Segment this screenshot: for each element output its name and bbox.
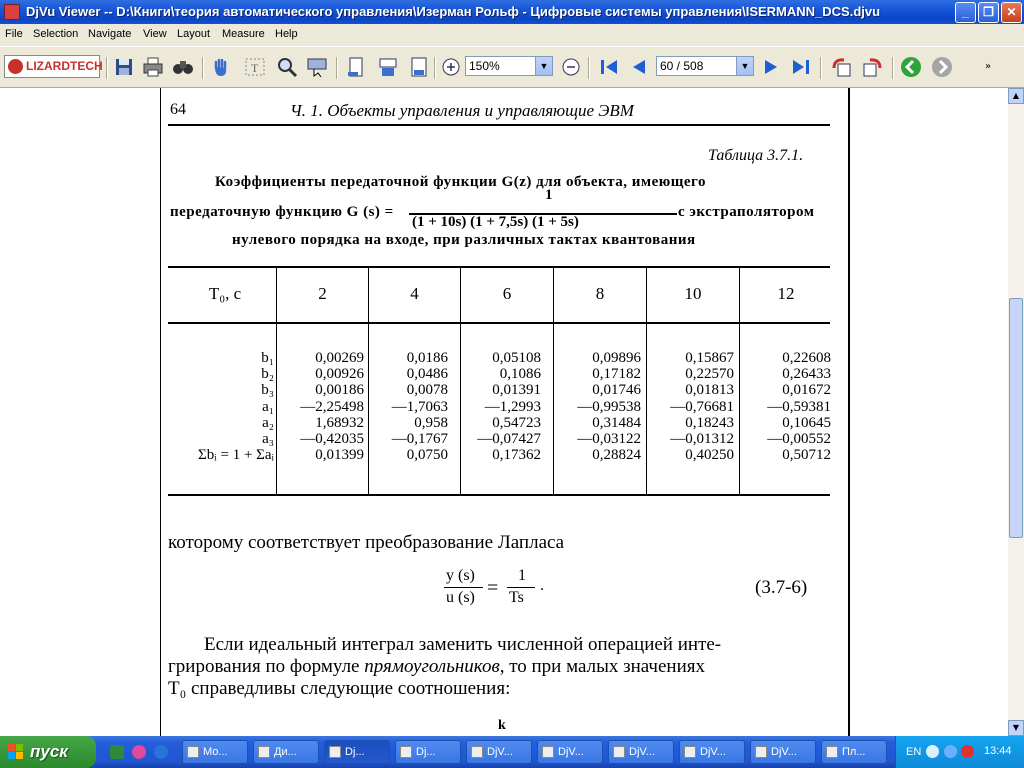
toolbar-separator <box>892 57 894 79</box>
window-title: DjVu Viewer -- D:\Книги\теория автоматического управления\Изерман Рольф - Цифровые системы управления\ISERMANN_DCS.djvu <box>26 4 881 19</box>
equation-lhs-denominator: u (s) <box>446 589 475 606</box>
table-cell: —0,1767 <box>391 431 448 447</box>
taskbar-button[interactable] <box>253 740 319 764</box>
transfer-function-numerator: 1 <box>545 187 553 203</box>
table-cell: —1,7063 <box>391 398 448 415</box>
title-bar[interactable] <box>0 0 1024 24</box>
scroll-thumb[interactable] <box>1009 298 1023 538</box>
equation-number: (3.7-6) <box>755 577 808 598</box>
table-cell: —0,76681 <box>670 398 734 415</box>
table-cell: —0,99538 <box>577 398 641 415</box>
taskbar-button[interactable] <box>537 740 603 764</box>
table-cell: —1,2993 <box>484 398 541 415</box>
equation-fraction-bar <box>507 587 535 588</box>
continuous-icon[interactable] <box>408 56 430 78</box>
task-app-icon <box>258 746 270 758</box>
zoom-in-icon[interactable] <box>440 56 462 78</box>
binoculars-icon[interactable] <box>172 56 194 78</box>
paragraph-line2-emphasis: прямоугольников <box>364 656 500 677</box>
task-app-icon <box>187 746 199 758</box>
rotate-left-icon[interactable] <box>830 56 852 78</box>
page-icon[interactable] <box>345 56 367 78</box>
chevron-down-icon[interactable]: ▼ <box>736 57 753 75</box>
text-select-icon[interactable] <box>244 56 266 78</box>
table-cell: 0,01746 <box>592 382 641 399</box>
task-app-icon <box>826 746 838 758</box>
table-cell: 0,40250 <box>685 447 734 464</box>
table-caption-line1: Коэффициенты передаточной функции G(z) для объекта, имеющего <box>215 174 706 190</box>
table-caption-line3: нулевого порядка на входе, при различных тактах квантования <box>232 232 696 248</box>
task-app-icon <box>684 746 696 758</box>
task-label: DjV... <box>487 746 513 758</box>
equation-rhs-denominator: Ts <box>509 589 524 606</box>
menu-view[interactable]: View <box>143 28 167 40</box>
equation-rhs-numerator: 1 <box>518 567 526 584</box>
menu-navigate[interactable]: Navigate <box>88 28 132 40</box>
table-header-rule <box>168 322 830 324</box>
taskbar-button[interactable] <box>608 740 674 764</box>
djvu-app-icon <box>4 4 20 20</box>
table-cell: 0,22570 <box>685 366 734 383</box>
save-icon[interactable] <box>113 56 135 78</box>
previous-page-icon[interactable] <box>628 56 650 78</box>
start-button[interactable] <box>0 736 96 768</box>
forward-icon[interactable] <box>931 56 953 78</box>
menu-bar <box>0 24 1024 44</box>
region-icon[interactable] <box>306 56 328 78</box>
task-app-icon <box>329 746 341 758</box>
logo-text: LIZARDTECH <box>26 59 103 73</box>
task-app-icon <box>613 746 625 758</box>
table-cell: 0,0078 <box>406 382 448 399</box>
clock[interactable]: 13:44 <box>984 745 1012 757</box>
start-label: пуск <box>30 742 68 761</box>
scroll-up-icon[interactable]: ▲ <box>1008 88 1024 104</box>
table-cell: 0,0186 <box>406 350 448 366</box>
quicklaunch-flower-icon[interactable] <box>132 745 146 759</box>
running-header: Ч. 1. Объекты управления и управляющие ЭВМ <box>290 101 634 120</box>
table-row-label: a₃ <box>262 431 274 447</box>
table-cell: 0,01399 <box>315 447 364 464</box>
table-cell: 0,1086 <box>499 366 541 383</box>
task-app-icon <box>400 746 412 758</box>
task-app-icon <box>755 746 767 758</box>
table-cell: 0,22608 <box>782 350 831 366</box>
page-value: 60 / 508 <box>660 59 704 73</box>
table-cell: —0,01312 <box>670 431 734 447</box>
next-page-icon[interactable] <box>760 56 782 78</box>
taskbar-button[interactable] <box>466 740 532 764</box>
table-col-header: 10 <box>684 284 702 303</box>
back-icon[interactable] <box>900 56 922 78</box>
menu-layout[interactable]: Layout <box>177 28 211 40</box>
table-cell: 0,0486 <box>406 366 448 383</box>
toolbar-separator <box>202 57 204 79</box>
menu-file[interactable]: File <box>5 28 23 40</box>
taskbar-button[interactable] <box>324 740 390 764</box>
table-cell: 0,09896 <box>592 350 641 366</box>
network-icon[interactable] <box>944 745 957 758</box>
table-cell: —2,25498 <box>300 398 364 415</box>
maximize-button[interactable]: ❐ <box>978 2 999 23</box>
table-cell: 0,10645 <box>782 414 831 431</box>
toolbar <box>0 46 1024 88</box>
table-bottom-rule <box>168 494 830 496</box>
table-cell: —0,07427 <box>477 431 541 447</box>
table-cell: 1,68932 <box>315 414 364 431</box>
toolbar-separator <box>588 57 590 79</box>
table-cell: —0,59381 <box>767 398 831 415</box>
table-cell: 0,26433 <box>782 366 831 383</box>
taskbar-button[interactable] <box>821 740 887 764</box>
table-cell: —0,03122 <box>577 431 641 447</box>
table-cell: 0,958 <box>414 414 448 431</box>
paragraph-line2-text: грирования по формуле <box>168 656 365 677</box>
table-cell: 0,00269 <box>315 350 364 366</box>
task-app-icon <box>471 746 483 758</box>
table-row-label: a₁ <box>262 398 274 415</box>
taskbar-button[interactable] <box>679 740 745 764</box>
zoom-out-icon[interactable] <box>560 56 582 78</box>
table-cell: 0,05108 <box>492 350 541 366</box>
task-app-icon <box>542 746 554 758</box>
table-row-label: b₂ <box>261 366 274 383</box>
paragraph-line2-text: , то при малых значениях <box>499 656 705 677</box>
minimize-button[interactable]: _ <box>955 2 976 23</box>
task-label: Dj... <box>345 746 365 758</box>
taskbar-button[interactable] <box>182 740 248 764</box>
table-cell: 0,50712 <box>782 447 831 464</box>
task-label: Пл... <box>842 746 866 758</box>
vertical-scrollbar[interactable] <box>1008 88 1024 736</box>
lizardtech-mark-icon <box>8 59 23 74</box>
quicklaunch-browser-icon[interactable] <box>154 745 168 759</box>
table-col-header: 8 <box>595 284 605 303</box>
lizardtech-logo[interactable] <box>4 55 103 78</box>
formula-fragment: k <box>498 718 506 733</box>
task-label: Dj... <box>416 746 436 758</box>
table-row-label: b₃ <box>261 382 274 399</box>
header-rule <box>168 124 830 126</box>
first-page-icon[interactable] <box>598 56 620 78</box>
table-cell: 0,00926 <box>315 366 364 383</box>
last-page-icon[interactable] <box>790 56 812 78</box>
paragraph-laplace: которому соответствует преобразование Лапласа <box>168 532 565 553</box>
task-label: DjV... <box>771 746 797 758</box>
facing-pages-icon[interactable] <box>377 56 399 78</box>
table-cell: 0,15867 <box>685 350 734 366</box>
table-cell: 0,54723 <box>492 414 541 431</box>
table-cell: —0,00552 <box>767 431 831 447</box>
page-border-left <box>160 88 161 736</box>
paragraph-line2 <box>168 656 705 678</box>
taskbar-button[interactable] <box>395 740 461 764</box>
print-icon[interactable] <box>142 56 164 78</box>
language-indicator[interactable]: EN <box>906 746 922 758</box>
table-col-header: 4 <box>410 284 419 303</box>
scroll-down-icon[interactable]: ▼ <box>1008 720 1024 736</box>
close-button[interactable]: ✕ <box>1001 2 1022 23</box>
quicklaunch-app-icon[interactable] <box>110 745 124 759</box>
table-top-rule <box>168 266 830 268</box>
antivirus-icon[interactable] <box>961 745 974 758</box>
table-cell: 0,01813 <box>685 382 734 399</box>
zoom-select[interactable] <box>465 56 553 76</box>
toolbar-separator <box>820 57 822 79</box>
page-select[interactable] <box>656 56 754 76</box>
taskbar-button[interactable] <box>750 740 816 764</box>
equation-lhs-numerator: y (s) <box>446 567 475 584</box>
zoom-value: 150% <box>469 59 500 73</box>
table-cell: 0,18243 <box>685 414 734 431</box>
table-col-header: 12 <box>777 284 795 303</box>
paragraph-line1: Если идеальный интеграл заменить численной операцией инте- <box>204 634 722 655</box>
table-cell: 0,00186 <box>315 382 364 399</box>
task-label: DjV... <box>700 746 726 758</box>
table-cell: 0,01391 <box>492 382 541 399</box>
table-row-label: b₁ <box>261 350 274 366</box>
table-cell: —0,42035 <box>300 431 364 447</box>
table-cell: 0,01672 <box>782 382 831 399</box>
table-col-header: 2 <box>318 284 327 303</box>
table-cell: 0,17362 <box>492 447 541 464</box>
table-caption-line2-left: передаточную функцию G (s) = <box>170 204 394 220</box>
task-label: DjV... <box>558 746 584 758</box>
equation-period: . <box>540 577 544 594</box>
task-label: DjV... <box>629 746 655 758</box>
task-label: Мо... <box>203 746 228 758</box>
toolbar-separator <box>336 57 338 79</box>
menu-selection[interactable]: Selection <box>33 28 79 40</box>
svg-text:T: T <box>251 61 259 75</box>
toolbar-separator <box>106 57 108 79</box>
menu-help[interactable]: Help <box>275 28 298 40</box>
page-number: 64 <box>170 101 186 118</box>
table-cell: 0,28824 <box>592 447 641 464</box>
table-col-header: 6 <box>502 284 512 303</box>
table-header-label: T₀, с <box>208 284 242 303</box>
page-border-right <box>848 88 850 736</box>
transfer-function-denominator: (1 + 10s) (1 + 7,5s) (1 + 5s) <box>412 214 579 230</box>
zoom-tool-icon[interactable] <box>276 56 298 78</box>
menu-measure[interactable]: Measure <box>222 28 265 40</box>
hand-icon[interactable] <box>210 56 232 78</box>
table-caption-line2-right: с экстраполятором <box>678 204 815 220</box>
taskbar <box>0 736 1024 768</box>
equation-fraction-bar <box>444 587 483 588</box>
toolbar-separator <box>434 57 436 79</box>
equation-equals: = <box>487 577 499 599</box>
system-tray <box>895 736 1024 768</box>
table-number: Таблица 3.7.1. <box>708 147 804 164</box>
task-label: Ди... <box>274 746 297 758</box>
tray-chevron-icon[interactable] <box>926 745 939 758</box>
table-cell: 0,31484 <box>592 414 641 431</box>
chevron-down-icon[interactable]: ▼ <box>535 57 552 75</box>
table-row-label: Σbᵢ = 1 + Σaᵢ <box>198 447 274 464</box>
windows-flag-icon <box>8 744 24 760</box>
table-cell: 0,17182 <box>592 366 641 383</box>
paragraph-line3: T₀ справедливы следующие соотношения: <box>168 678 511 699</box>
table-cell: 0,0750 <box>406 447 448 464</box>
rotate-right-icon[interactable] <box>862 56 884 78</box>
table-row-label: a₂ <box>262 414 274 431</box>
toolbar-chevron-icon[interactable]: » <box>985 61 992 72</box>
